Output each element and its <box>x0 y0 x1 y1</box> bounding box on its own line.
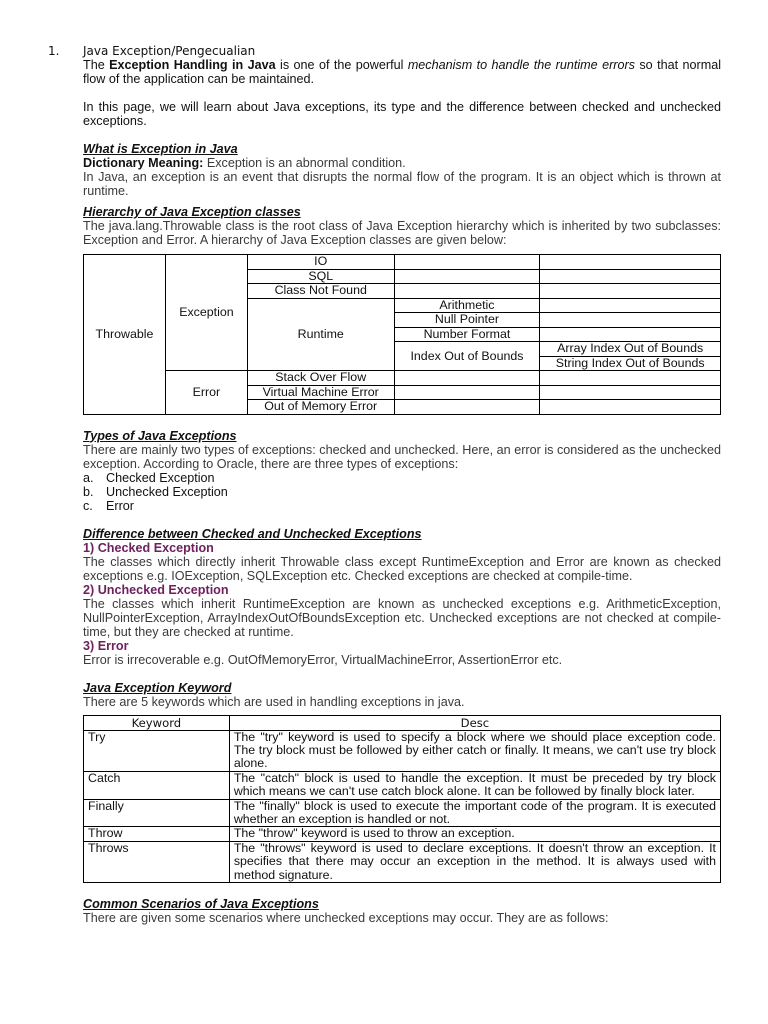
cell-arithmetic: Arithmetic <box>394 298 540 313</box>
error-paragraph: Error is irrecoverable e.g. OutOfMemoryError, VirtualMachineError, AssertionError etc. <box>83 652 563 667</box>
cell-oom-error: Out of Memory Error <box>247 400 394 415</box>
cell-vm-error: Virtual Machine Error <box>247 385 394 400</box>
intro-italic-phrase: mechanism to handle the runtime errors <box>407 58 635 72</box>
table-row <box>84 730 721 771</box>
cell-error: Error <box>165 371 247 415</box>
keywords-paragraph: There are 5 keywords which are used in handling exceptions in java. <box>83 694 465 709</box>
keyword-cell: Throws <box>84 841 230 882</box>
desc-column-header: Desc <box>229 715 720 730</box>
cell-runtime: Runtime <box>247 298 394 371</box>
desc-cell: The "try" keyword is used to specify a block where we should place exception code. The try block must be followed by either catch or finally. It means, we can't use try block alone. <box>229 730 720 771</box>
hierarchy-paragraph: The java.lang.Throwable class is the root class of Java Exception hierarchy which is inherited by two subclasses: Exception and Error. A hierarchy of Java Exception classes are given below: <box>83 219 721 247</box>
cell-throwable: Throwable <box>84 255 166 415</box>
intro-paragraph-2: In this page, we will learn about Java exceptions, its type and the difference between checked and unchecked exceptions. <box>83 100 721 128</box>
keywords-heading: Java Exception Keyword <box>83 680 232 695</box>
cell-stack-overflow: Stack Over Flow <box>247 371 394 386</box>
what-paragraph: In Java, an exception is an event that disrupts the normal flow of the program. It is an object which is thrown at runtime. <box>83 170 721 198</box>
list-item: c. Error <box>83 498 134 513</box>
document-content <box>83 44 721 925</box>
list-item: b. Unchecked Exception <box>83 484 228 499</box>
keyword-cell: Catch <box>84 771 230 799</box>
table-row <box>84 799 721 827</box>
checked-paragraph: The classes which directly inherit Throwable class except RuntimeException and Error are known as checked exceptions e.g. IOException, SQLException etc. Checked exceptions are checked at compile-time. <box>83 554 721 583</box>
desc-cell: The "throw" keyword is used to throw an exception. <box>229 827 720 841</box>
section-title: Java Exception/Pengecualian <box>83 44 256 58</box>
keyword-cell: Throw <box>84 827 230 841</box>
keyword-column-header: Keyword <box>84 715 230 730</box>
cell-array-index: Array Index Out of Bounds <box>540 342 721 357</box>
unchecked-subheading: 2) Unchecked Exception <box>83 582 229 597</box>
keyword-cell: Finally <box>84 799 230 827</box>
keywords-table <box>83 715 721 883</box>
checked-subheading: 1) Checked Exception <box>83 540 214 555</box>
cell-io: IO <box>247 255 394 270</box>
cell-class-not-found: Class Not Found <box>247 284 394 299</box>
what-heading: What is Exception in Java <box>83 142 238 156</box>
difference-heading: Difference between Checked and Unchecked Exceptions <box>83 526 422 541</box>
desc-cell: The "catch" block is used to handle the exception. It must be preceded by try block which means we can't use catch block alone. It can be followed by finally block later. <box>229 771 720 799</box>
keyword-cell: Try <box>84 730 230 771</box>
intro-paragraph: The Exception Handling in Java is one of the powerful mechanism to handle the runtime errors so that normal flow of the application can be maintained. <box>83 58 722 86</box>
scenarios-heading: Common Scenarios of Java Exceptions <box>83 896 319 911</box>
table-row <box>84 841 721 882</box>
hierarchy-table <box>83 254 721 415</box>
types-list <box>83 471 721 513</box>
cell-number-format: Number Format <box>394 327 540 342</box>
scenarios-paragraph: There are given some scenarios where unchecked exceptions may occur. They are as follows: <box>83 910 609 925</box>
unchecked-paragraph: The classes which inherit RuntimeException are known as unchecked exceptions e.g. ArithmeticException, NullPointerException, ArrayIndexOutOfBoundsException etc. Unchecked exceptions are not checked at compile-time, but they are checked at runtime. <box>83 596 721 639</box>
dictionary-meaning: Dictionary Meaning: Exception is an abnormal condition. <box>83 156 406 170</box>
hierarchy-heading: Hierarchy of Java Exception classes <box>83 205 301 219</box>
error-subheading: 3) Error <box>83 638 129 653</box>
table-row <box>84 827 721 841</box>
list-item: a. Checked Exception <box>83 470 215 485</box>
types-heading: Types of Java Exceptions <box>83 428 237 443</box>
table-row <box>84 771 721 799</box>
desc-cell: The "finally" block is used to execute the important code of the program. It is executed whether an exception is handled or not. <box>229 799 720 827</box>
intro-bold-term: Exception Handling in Java <box>109 58 276 72</box>
list-number: 1. <box>48 44 60 58</box>
cell-null-pointer: Null Pointer <box>394 313 540 328</box>
cell-string-index: String Index Out of Bounds <box>540 356 721 371</box>
cell-index-out-of-bounds: Index Out of Bounds <box>394 342 540 371</box>
cell-sql: SQL <box>247 269 394 284</box>
types-paragraph: There are mainly two types of exceptions: checked and unchecked. Here, an error is considered as the unchecked exception. According to Oracle, there are three types of exceptions: <box>83 442 721 471</box>
desc-cell: The "throws" keyword is used to declare exceptions. It doesn't throw an exception. It specifies that there may occur an exception in the method. It is always used with method signature. <box>229 841 720 882</box>
cell-exception: Exception <box>165 255 247 371</box>
